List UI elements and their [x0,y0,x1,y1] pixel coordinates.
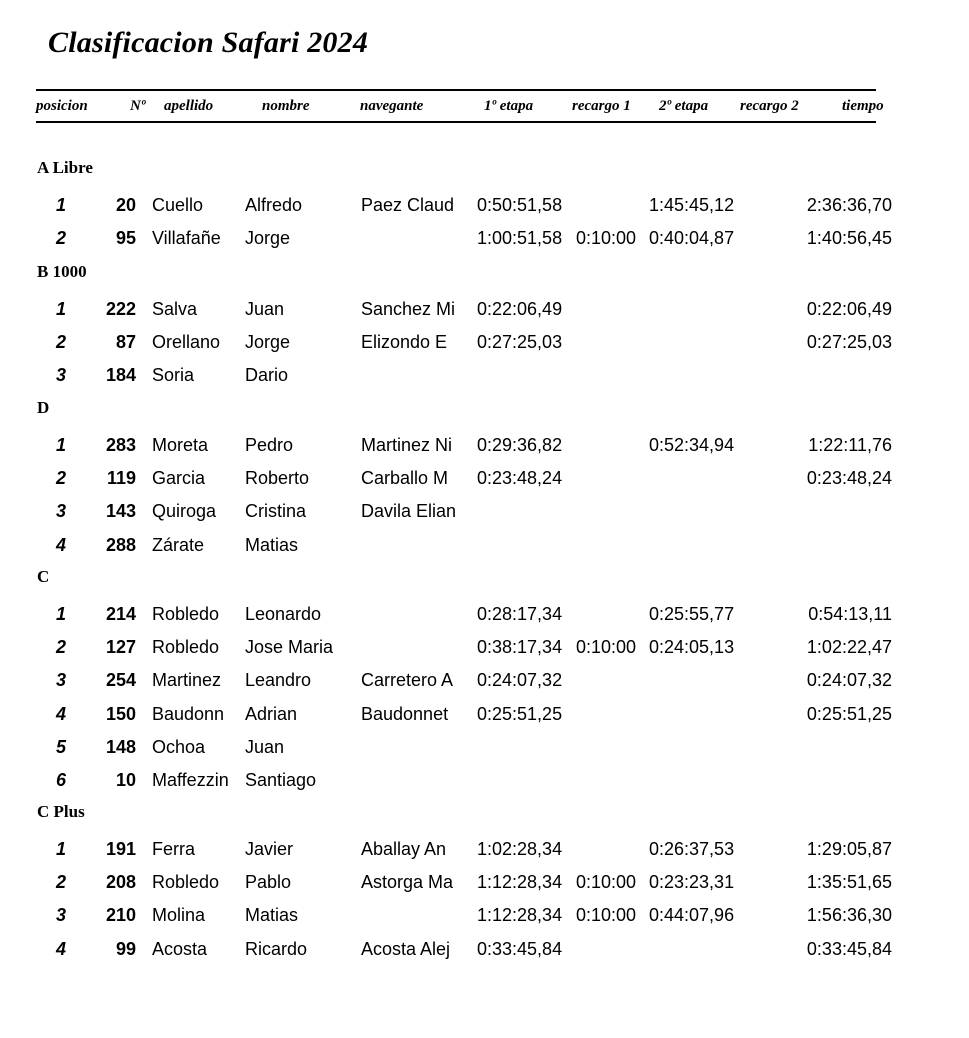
cell-pos: 2 [55,468,66,488]
cell-recargo1: 0:10:00 [576,905,637,925]
cell-apellido: Ochoa [152,737,206,757]
table-row [0,704,969,732]
cell-tiempo: 0:27:25,03 [806,332,892,352]
cell-pos: 2 [55,637,66,657]
cell-etapa1: 0:25:51,25 [477,704,563,724]
cell-pos: 2 [55,228,66,248]
header-recargo1: recargo 1 [572,98,631,114]
cell-navegante: Astorga Ma [361,872,454,892]
cell-tiempo: 0:25:51,25 [806,704,892,724]
cell-apellido: Soria [152,365,195,385]
header-etapa2: 2º etapa [659,98,709,114]
cell-apellido: Robledo [152,872,220,892]
table-row [0,737,969,765]
cell-pos: 1 [55,435,66,455]
category-heading: D [37,398,50,417]
cell-num: 222 [105,299,136,319]
cell-navegante: Paez Claud [361,195,455,215]
cell-apellido: Garcia [152,468,206,488]
table-row [0,905,969,933]
cell-num: 191 [105,839,136,859]
cell-pos: 6 [55,770,66,790]
cell-nombre: Leandro [245,670,312,690]
cell-tiempo: 1:22:11,76 [808,435,892,455]
cell-pos: 3 [55,365,66,385]
cell-etapa2: 0:52:34,94 [649,435,735,455]
cell-recargo1: 0:10:00 [576,872,637,892]
cell-etapa1: 1:02:28,34 [477,839,563,859]
category-heading: C [37,567,50,586]
table-row [0,637,969,665]
category-heading: A Libre [37,158,93,177]
cell-num: 95 [115,228,136,248]
header-nombre: nombre [262,98,310,114]
cell-etapa1: 0:50:51,58 [477,195,563,215]
cell-nombre: Pedro [245,435,294,455]
cell-tiempo: 0:23:48,24 [806,468,892,488]
cell-etapa1: 0:24:07,32 [477,670,563,690]
cell-num: 127 [105,637,136,657]
cell-navegante: Acosta Alej [361,939,451,959]
cell-pos: 3 [55,501,66,521]
cell-num: 99 [115,939,136,959]
table-row [0,501,969,529]
cell-tiempo: 2:36:36,70 [806,195,892,215]
cell-nombre: Pablo [245,872,292,892]
cell-etapa1: 1:12:28,34 [477,872,563,892]
table-row [0,939,969,967]
header-posicion: posicion [36,98,88,114]
cell-etapa1: 1:12:28,34 [477,905,563,925]
table-row [0,195,969,223]
cell-tiempo: 0:33:45,84 [806,939,892,959]
cell-nombre: Juan [245,737,285,757]
cell-nombre: Jose Maria [245,637,334,657]
cell-num: 10 [115,770,136,790]
cell-etapa1: 0:38:17,34 [477,637,563,657]
cell-apellido: Robledo [152,637,220,657]
cell-nombre: Santiago [245,770,317,790]
cell-tiempo: 1:02:22,47 [806,637,892,657]
cell-tiempo: 0:54:13,11 [808,604,892,624]
cell-pos: 1 [55,299,66,319]
header-numero: Nº [130,98,146,114]
cell-recargo1: 0:10:00 [576,637,637,657]
category-heading: B 1000 [37,262,87,281]
cell-apellido: Quiroga [152,501,217,521]
cell-num: 119 [106,468,136,488]
cell-etapa2: 0:23:23,31 [649,872,735,892]
header-bottom-rule [36,121,876,123]
cell-navegante: Carretero A [361,670,454,690]
cell-nombre: Roberto [245,468,310,488]
cell-apellido: Salva [152,299,198,319]
cell-nombre: Cristina [245,501,307,521]
cell-apellido: Martinez [152,670,222,690]
cell-navegante: Martinez Ni [361,435,453,455]
cell-nombre: Jorge [245,228,291,248]
cell-num: 20 [115,195,136,215]
cell-apellido: Maffezzin [152,770,229,790]
cell-etapa1: 0:27:25,03 [477,332,563,352]
cell-num: 210 [105,905,136,925]
cell-num: 143 [105,501,136,521]
cell-etapa2: 0:26:37,53 [649,839,735,859]
cell-apellido: Cuello [152,195,204,215]
cell-etapa2: 0:40:04,87 [649,228,735,248]
cell-pos: 1 [55,839,66,859]
cell-etapa1: 0:22:06,49 [477,299,563,319]
cell-nombre: Jorge [245,332,291,352]
cell-nombre: Leonardo [245,604,322,624]
table-row [0,770,969,798]
cell-num: 214 [105,604,136,624]
cell-apellido: Zárate [152,535,205,555]
table-row [0,228,969,256]
cell-nombre: Javier [245,839,294,859]
cell-apellido: Baudonn [152,704,225,724]
cell-tiempo: 0:22:06,49 [806,299,892,319]
cell-tiempo: 0:24:07,32 [806,670,892,690]
cell-nombre: Dario [245,365,289,385]
cell-tiempo: 1:56:36,30 [806,905,892,925]
cell-etapa2: 0:25:55,77 [649,604,735,624]
cell-navegante: Carballo M [361,468,449,488]
cell-navegante: Sanchez Mi [361,299,456,319]
cell-etapa1: 1:00:51,58 [477,228,563,248]
cell-tiempo: 1:29:05,87 [806,839,892,859]
table-row [0,839,969,867]
header-apellido: apellido [164,98,214,114]
cell-num: 254 [105,670,136,690]
cell-pos: 2 [55,872,66,892]
cell-num: 87 [115,332,136,352]
cell-navegante: Aballay An [361,839,447,859]
cell-apellido: Molina [152,905,206,925]
cell-tiempo: 1:40:56,45 [806,228,892,248]
cell-num: 208 [105,872,136,892]
table-row [0,468,969,496]
cell-apellido: Villafañe [152,228,221,248]
table-row [0,332,969,360]
cell-nombre: Juan [245,299,285,319]
cell-num: 148 [105,737,136,757]
cell-apellido: Acosta [152,939,208,959]
cell-num: 283 [105,435,136,455]
header-etapa1: 1º etapa [484,98,534,114]
cell-pos: 5 [55,737,66,757]
header-recargo2: recargo 2 [740,98,799,114]
cell-etapa1: 0:33:45,84 [477,939,563,959]
cell-etapa1: 0:29:36,82 [477,435,563,455]
table-row [0,604,969,632]
page-title: Clasificacion Safari 2024 [48,26,369,59]
cell-pos: 4 [55,939,66,959]
cell-pos: 2 [55,332,66,352]
cell-apellido: Ferra [152,839,196,859]
header-top-rule [36,89,876,91]
cell-navegante: Baudonnet [361,704,449,724]
cell-pos: 3 [55,905,66,925]
cell-apellido: Orellano [152,332,221,352]
cell-navegante: Davila Elian [361,501,457,521]
cell-pos: 4 [55,704,66,724]
cell-pos: 1 [55,195,66,215]
cell-num: 288 [105,535,136,555]
category-heading: C Plus [37,802,85,821]
table-row [0,535,969,563]
table-row [0,299,969,327]
cell-pos: 4 [55,535,66,555]
header-navegante: navegante [360,98,424,114]
cell-apellido: Robledo [152,604,220,624]
cell-etapa2: 0:44:07,96 [649,905,735,925]
cell-nombre: Ricardo [245,939,308,959]
cell-pos: 3 [55,670,66,690]
header-tiempo: tiempo [842,98,884,114]
cell-nombre: Matias [245,535,299,555]
cell-num: 150 [105,704,136,724]
table-row [0,670,969,698]
table-row [0,365,969,393]
cell-etapa2: 1:45:45,12 [649,195,735,215]
cell-navegante: Elizondo E [361,332,448,352]
cell-recargo1: 0:10:00 [576,228,637,248]
table-row [0,872,969,900]
cell-nombre: Adrian [245,704,298,724]
cell-num: 184 [105,365,136,385]
table-row [0,435,969,463]
cell-pos: 1 [55,604,66,624]
cell-nombre: Alfredo [245,195,303,215]
cell-tiempo: 1:35:51,65 [806,872,892,892]
cell-nombre: Matias [245,905,299,925]
cell-etapa2: 0:24:05,13 [649,637,735,657]
cell-apellido: Moreta [152,435,209,455]
cell-etapa1: 0:23:48,24 [477,468,563,488]
cell-etapa1: 0:28:17,34 [477,604,563,624]
